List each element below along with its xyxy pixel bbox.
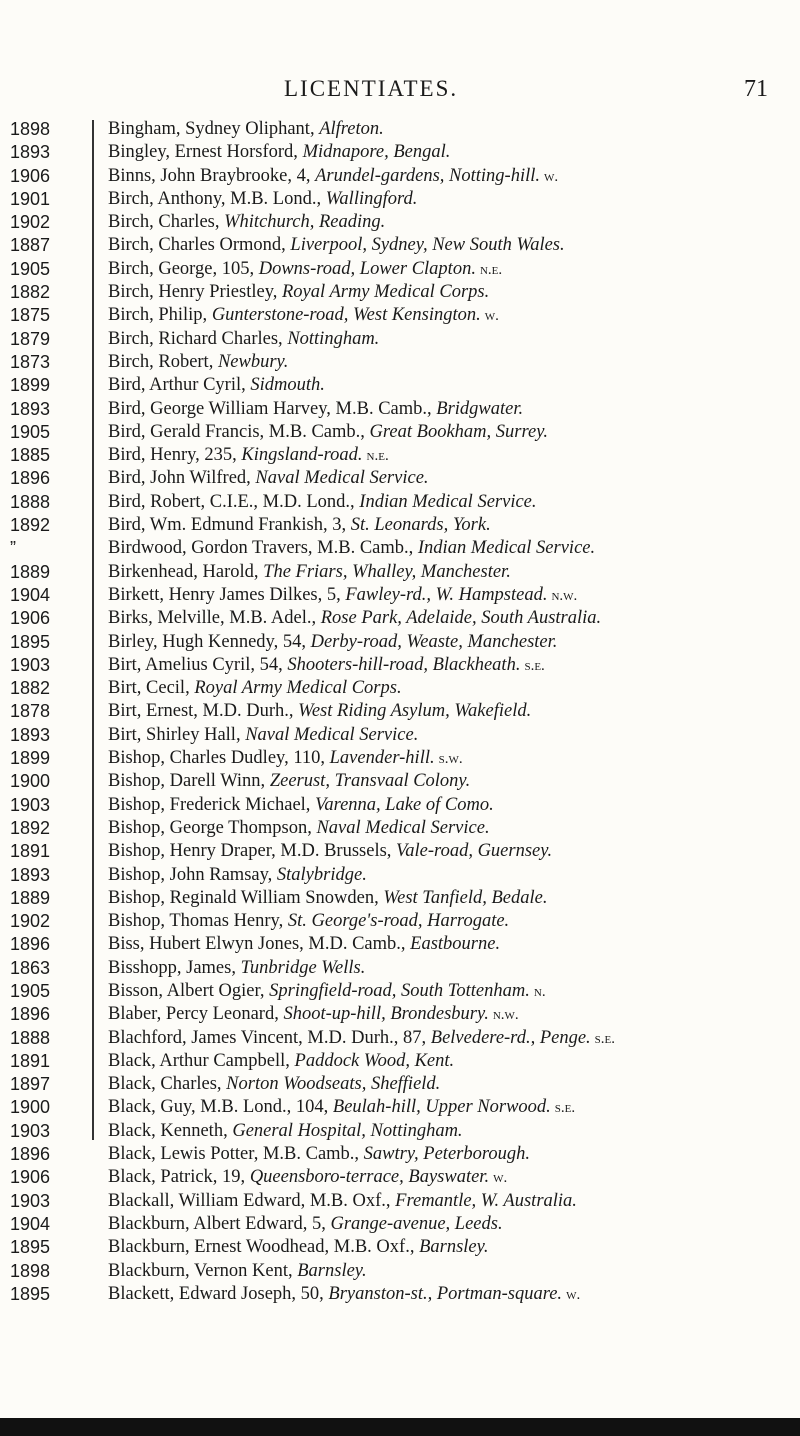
entry-text — [108, 141, 450, 164]
entry-year: 1891 — [10, 1050, 51, 1071]
entry-name: Bingham, Sydney Oliphant, — [108, 119, 320, 139]
entry-text — [108, 491, 537, 514]
entry-year: 1904 — [10, 1213, 51, 1234]
list-item — [0, 118, 800, 141]
entry-year: 1899 — [10, 748, 51, 769]
entry-place: Beulah-hill, Upper Norwood. — [332, 1097, 551, 1118]
list-item — [0, 561, 800, 584]
list-item — [0, 607, 800, 630]
list-item — [0, 467, 800, 490]
entry-name: Black, Charles, — [108, 1074, 227, 1095]
entry-district: w. — [484, 308, 499, 325]
entry-place: Sawtry, Peterborough. — [363, 1144, 530, 1165]
list-item — [0, 1003, 800, 1026]
entry-name: Birch, Robert, — [108, 351, 218, 372]
entry-text — [108, 514, 491, 537]
entry-place: Springfield-road, South Tottenham. — [269, 980, 530, 1001]
entry-name: Black, Patrick, 19, — [108, 1167, 250, 1188]
entry-year: 1882 — [10, 678, 51, 699]
entry-place: Zeerust, Transvaal Colony. — [269, 771, 471, 792]
entry-place: Kingsland-road. — [241, 445, 363, 466]
entry-year: 1896 — [10, 934, 51, 955]
entry-year: 1905 — [10, 980, 51, 1001]
entry-year: 1901 — [10, 188, 51, 209]
entry-name: Biss, Hubert Elwyn Jones, M.D. Camb., — [108, 934, 411, 955]
entry-text — [108, 1260, 367, 1283]
entry-place: Royal Army Medical Corps. — [282, 282, 490, 303]
entry-place: St. Leonards, York. — [350, 515, 491, 536]
entry-year: 1900 — [10, 1097, 51, 1118]
list-item — [0, 770, 800, 793]
entry-place: Bryanston-st., Portman-square. — [328, 1283, 563, 1304]
entry-text — [108, 467, 429, 490]
entry-text — [108, 1143, 530, 1166]
entry-text — [108, 118, 384, 141]
list-item — [0, 933, 800, 956]
entry-name: Birch, Henry Priestley, — [108, 282, 282, 303]
entry-place: Barnsley. — [297, 1260, 367, 1281]
entry-text — [108, 328, 379, 351]
list-item — [0, 188, 800, 211]
entry-place: Great Bookham, Surrey. — [369, 421, 549, 442]
entry-place: Arundel-gardens, Notting-hill. — [315, 165, 540, 186]
list-item — [0, 864, 800, 887]
entry-year: 1895 — [10, 631, 51, 652]
entry-place: Wallingford. — [325, 188, 418, 209]
entry-place: Fremantle, W. Australia. — [395, 1190, 577, 1211]
entry-year: 1898 — [10, 1260, 51, 1281]
entry-year: 1902 — [10, 212, 51, 233]
list-item — [0, 537, 800, 560]
list-item — [0, 281, 800, 304]
entry-district: w. — [566, 1286, 581, 1303]
entry-name: Black, Arthur Campbell, — [108, 1050, 295, 1071]
entry-place: Norton Woodseats, Sheffield. — [226, 1074, 441, 1095]
entry-text — [108, 304, 499, 328]
entry-name: Birch, Richard Charles, — [108, 328, 288, 349]
entry-place: Grange-avenue, Leeds. — [330, 1213, 503, 1234]
entry-name: Blackall, William Edward, M.B. Oxf., — [108, 1190, 396, 1211]
list-item — [0, 817, 800, 840]
entry-place: Liverpool, Sydney, New South Wales. — [290, 235, 565, 256]
list-item — [0, 1143, 800, 1166]
entry-name: Birkett, Henry James Dilkes, 5, — [108, 584, 346, 605]
entry-place: Shoot-up-hill, Brondesbury. — [283, 1004, 489, 1025]
entry-place: Midnapore, Bengal. — [302, 142, 451, 163]
entry-year: 1887 — [10, 235, 51, 256]
entry-text — [108, 444, 389, 468]
entry-name: Black, Lewis Potter, M.B. Camb., — [108, 1144, 364, 1165]
entry-year: 1892 — [10, 817, 51, 838]
list-item — [0, 1050, 800, 1073]
entry-year: 1904 — [10, 584, 51, 605]
entry-year: 1893 — [10, 724, 51, 745]
entry-text — [108, 584, 577, 608]
list-item — [0, 980, 800, 1003]
entry-name: Bishop, Darell Winn, — [108, 771, 270, 792]
entry-place: Rose Park, Adelaide, South Australia. — [320, 608, 602, 629]
entry-text — [108, 677, 402, 700]
list-item — [0, 141, 800, 164]
entry-name: Bishop, Charles Dudley, 110, — [108, 748, 330, 769]
entry-name: Bird, Robert, C.I.E., M.D. Lond., — [108, 491, 360, 512]
list-item — [0, 887, 800, 910]
entry-place: Royal Army Medical Corps. — [194, 678, 402, 699]
entry-place: Fawley-rd., W. Hampstead. — [345, 584, 548, 605]
entry-text — [108, 840, 552, 863]
entry-place: Indian Medical Service. — [359, 491, 537, 512]
entry-text — [108, 537, 595, 560]
entry-place: Bridgwater. — [436, 398, 524, 419]
entry-year: 1882 — [10, 282, 51, 303]
list-item — [0, 700, 800, 723]
entry-name: Bishop, Henry Draper, M.D. Brussels, — [108, 841, 397, 862]
entry-name: Bishop, George Thompson, — [108, 817, 317, 838]
entry-district: s.e. — [554, 1100, 576, 1117]
entry-text — [108, 631, 557, 654]
list-item — [0, 654, 800, 677]
entry-text — [108, 980, 546, 1004]
entry-year: 1896 — [10, 468, 51, 489]
entry-place: Downs-road, Lower Clapton. — [258, 258, 476, 279]
entry-place: St. George's-road, Harrogate. — [287, 911, 510, 932]
entry-year: 1895 — [10, 1283, 51, 1304]
entry-year: 1906 — [10, 165, 51, 186]
entry-year: 1903 — [10, 794, 51, 815]
entry-year: 1898 — [10, 119, 51, 139]
entry-year: 1893 — [10, 398, 51, 419]
entry-name: Birch, Charles Ormond, — [108, 235, 291, 256]
entry-text — [108, 1190, 577, 1213]
entry-name: Birley, Hugh Kennedy, 54, — [108, 631, 311, 652]
list-item — [0, 1213, 800, 1236]
entry-place: Naval Medical Service. — [316, 817, 490, 838]
entry-place: Tunbridge Wells. — [240, 957, 366, 978]
entry-district: w. — [544, 168, 559, 185]
entry-text — [108, 188, 417, 211]
entry-text — [108, 747, 463, 771]
entry-district: n.e. — [366, 448, 389, 465]
entry-place: Alfreton. — [319, 119, 384, 139]
entry-year: 1905 — [10, 258, 51, 279]
list-item — [0, 514, 800, 537]
entry-name: Bird, George William Harvey, M.B. Camb., — [108, 398, 437, 419]
entry-name: Binns, John Braybrooke, 4, — [108, 165, 316, 186]
entry-text — [108, 770, 470, 793]
entry-text — [108, 1003, 519, 1027]
entry-year: 1903 — [10, 1120, 51, 1141]
entry-place: Nottingham. — [287, 328, 380, 349]
entry-place: Stalybridge. — [276, 864, 367, 885]
entry-year: 1903 — [10, 1190, 51, 1211]
entry-district: n.e. — [479, 261, 503, 278]
entry-name: Bishop, Reginald William Snowden, — [108, 887, 384, 908]
list-item — [0, 351, 800, 374]
entry-text — [108, 1166, 507, 1190]
entry-district: s.e. — [594, 1030, 616, 1047]
entry-year: 1889 — [10, 887, 51, 908]
entry-place: Lavender-hill. — [329, 748, 435, 769]
list-item — [0, 840, 800, 863]
entry-text — [108, 165, 558, 189]
entry-text — [108, 1096, 575, 1120]
entry-name: Blackburn, Vernon Kent, — [108, 1260, 298, 1281]
entry-place: Shooters-hill-road, Blackheath. — [287, 654, 521, 675]
entry-name: Blackett, Edward Joseph, 50, — [108, 1283, 329, 1304]
entry-name: Blachford, James Vincent, M.D. Durh., 87, — [108, 1027, 431, 1048]
entry-place: Queensboro-terrace, Bayswater. — [249, 1167, 490, 1188]
entry-year: 1893 — [10, 864, 51, 885]
entry-text — [108, 234, 565, 257]
page-number: 71 — [744, 76, 768, 102]
list-item — [0, 1027, 800, 1050]
entry-place: Naval Medical Service. — [245, 724, 419, 745]
list-item — [0, 794, 800, 817]
entry-text — [108, 1050, 454, 1073]
entry-year: 1906 — [10, 1167, 51, 1188]
entry-text — [108, 561, 511, 584]
entry-name: Birch, Philip, — [108, 305, 212, 326]
entry-name: Blackburn, Albert Edward, 5, — [108, 1213, 331, 1234]
entry-name: Bishop, Frederick Michael, — [108, 794, 316, 815]
list-item — [0, 1166, 800, 1189]
entry-place: Vale-road, Guernsey. — [396, 841, 553, 862]
entry-text — [108, 794, 494, 817]
entry-year: 1873 — [10, 351, 51, 372]
entry-name: Birt, Cecil, — [108, 678, 195, 699]
list-item — [0, 211, 800, 234]
entry-year: 1895 — [10, 1237, 51, 1258]
entry-place: Paddock Wood, Kent. — [294, 1050, 455, 1071]
entry-name: Bird, Henry, 235, — [108, 445, 242, 466]
list-item — [0, 374, 800, 397]
entry-text — [108, 281, 489, 304]
entry-text — [108, 1213, 503, 1236]
entry-name: Black, Guy, M.B. Lond., 104, — [108, 1097, 333, 1118]
entry-name: Birkenhead, Harold, — [108, 561, 264, 582]
entry-place: Newbury. — [217, 351, 289, 372]
entry-name: Bird, Arthur Cyril, — [108, 375, 251, 396]
entry-text — [108, 211, 385, 234]
entry-name: Birdwood, Gordon Travers, M.B. Camb., — [108, 538, 418, 559]
entry-name: Black, Kenneth, — [108, 1120, 233, 1141]
list-item — [0, 1190, 800, 1213]
entry-year: 1875 — [10, 305, 51, 326]
entry-text — [108, 607, 601, 630]
entry-place: Sidmouth. — [250, 375, 325, 396]
entry-year: 1896 — [10, 1004, 51, 1025]
entry-place: Naval Medical Service. — [255, 468, 429, 489]
page-header — [0, 76, 800, 106]
entry-text — [108, 374, 325, 397]
licentiates-list — [0, 118, 800, 1306]
entry-name: Birch, Anthony, M.B. Lond., — [108, 188, 326, 209]
entry-name: Birch, Charles, — [108, 212, 225, 233]
list-item — [0, 1073, 800, 1096]
entry-name: Bird, Wm. Edmund Frankish, 3, — [108, 515, 351, 536]
entry-text — [108, 700, 531, 723]
entry-place: Gunterstone-road, West Kensington. — [211, 305, 481, 326]
entry-year: 1878 — [10, 701, 51, 722]
entry-name: Bisson, Albert Ogier, — [108, 980, 270, 1001]
entry-year: 1888 — [10, 491, 51, 512]
list-item — [0, 724, 800, 747]
entry-place: West Tanfield, Bedale. — [383, 887, 548, 908]
list-item — [0, 304, 800, 327]
entry-place: West Riding Asylum, Wakefield. — [298, 701, 532, 722]
list-item — [0, 747, 800, 770]
entry-name: Bishop, John Ramsay, — [108, 864, 277, 885]
entry-district: n.w. — [551, 587, 578, 604]
entry-text — [108, 1236, 488, 1259]
list-item — [0, 1236, 800, 1259]
entry-text — [108, 1027, 615, 1051]
list-item — [0, 584, 800, 607]
entry-text — [108, 817, 490, 840]
entry-text — [108, 421, 548, 444]
entry-name: Birks, Melville, M.B. Adel., — [108, 608, 321, 629]
entry-district: w. — [493, 1170, 508, 1187]
entry-year: 1896 — [10, 1144, 51, 1165]
entry-text — [108, 864, 367, 887]
entry-year: 1899 — [10, 375, 51, 396]
entry-place: Eastbourne. — [410, 934, 501, 955]
list-item — [0, 444, 800, 467]
list-item — [0, 165, 800, 188]
entry-text — [108, 654, 545, 678]
list-item — [0, 1260, 800, 1283]
entry-year: 1892 — [10, 515, 51, 536]
entry-text — [108, 398, 523, 421]
entry-year: 1903 — [10, 654, 51, 675]
entry-year: ” — [10, 538, 16, 559]
entry-year: 1885 — [10, 445, 51, 466]
entry-year: 1900 — [10, 771, 51, 792]
entry-text — [108, 351, 288, 374]
entry-year: 1893 — [10, 142, 51, 163]
entry-district: s.w. — [438, 751, 463, 768]
entry-name: Birt, Shirley Hall, — [108, 724, 246, 745]
entry-text — [108, 933, 500, 956]
entry-district: n. — [533, 983, 546, 1000]
entry-name: Bisshopp, James, — [108, 957, 241, 978]
entry-name: Bird, John Wilfred, — [108, 468, 256, 489]
entry-place: Derby-road, Weaste, Manchester. — [310, 631, 558, 652]
entry-name: Blackburn, Ernest Woodhead, M.B. Oxf., — [108, 1237, 420, 1258]
entry-place: Barnsley. — [419, 1237, 489, 1258]
entry-year: 1897 — [10, 1074, 51, 1095]
entry-place: Belvedere-rd., Penge. — [430, 1027, 591, 1048]
list-item — [0, 328, 800, 351]
list-item — [0, 1120, 800, 1143]
entry-year: 1906 — [10, 608, 51, 629]
list-item — [0, 421, 800, 444]
entry-text — [108, 258, 502, 282]
entry-name: Birt, Ernest, M.D. Durh., — [108, 701, 299, 722]
entry-name: Birt, Amelius Cyril, 54, — [108, 654, 288, 675]
list-item — [0, 258, 800, 281]
entry-year: 1902 — [10, 911, 51, 932]
list-item — [0, 910, 800, 933]
entry-place: The Friars, Whalley, Manchester. — [263, 561, 511, 582]
entry-name: Birch, George, 105, — [108, 258, 259, 279]
entry-place: Whitchurch, Reading. — [224, 212, 386, 233]
entry-place: Varenna, Lake of Como. — [315, 794, 494, 815]
entry-name: Bingley, Ernest Horsford, — [108, 142, 303, 163]
entry-district: n.w. — [492, 1007, 519, 1024]
entry-text — [108, 1120, 463, 1143]
entry-text — [108, 887, 548, 910]
entry-district: s.e. — [524, 657, 545, 674]
page-bottom-edge — [0, 1418, 800, 1436]
entry-text — [108, 957, 365, 980]
list-item — [0, 677, 800, 700]
entry-name: Blaber, Percy Leonard, — [108, 1004, 284, 1025]
entry-text — [108, 910, 509, 933]
entry-text — [108, 724, 418, 747]
running-title: LICENTIATES. — [284, 76, 459, 101]
entry-text — [108, 1283, 580, 1307]
list-item — [0, 631, 800, 654]
list-item — [0, 1283, 800, 1306]
entry-text — [108, 1073, 440, 1096]
list-item — [0, 957, 800, 980]
entry-year: 1905 — [10, 421, 51, 442]
entry-place: Indian Medical Service. — [417, 538, 596, 559]
entry-year: 1863 — [10, 957, 51, 978]
entry-place: General Hospital, Nottingham. — [232, 1120, 463, 1141]
entry-year: 1889 — [10, 561, 51, 582]
list-item — [0, 491, 800, 514]
entry-year: 1879 — [10, 328, 51, 349]
list-item — [0, 234, 800, 257]
list-item — [0, 1096, 800, 1119]
entry-name: Bird, Gerald Francis, M.B. Camb., — [108, 421, 370, 442]
entry-name: Bishop, Thomas Henry, — [108, 911, 288, 932]
entry-year: 1891 — [10, 841, 51, 862]
list-item — [0, 398, 800, 421]
entry-year: 1888 — [10, 1027, 51, 1048]
